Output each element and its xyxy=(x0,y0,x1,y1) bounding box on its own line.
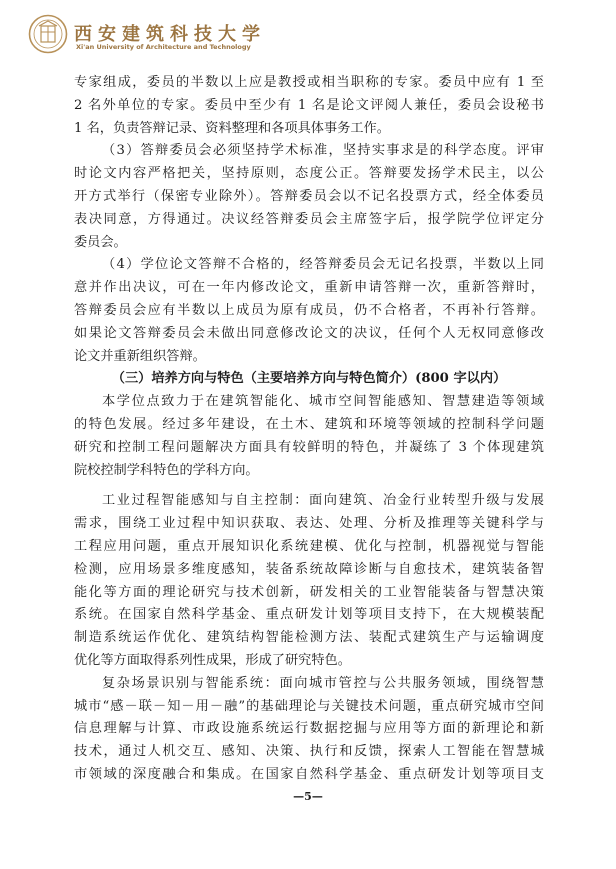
text-line: 技术，通过人机交互、感知、决策、执行和反馈，探索人工智能在智慧城 xyxy=(74,744,544,760)
university-name-cn: 西安建筑科技大学 xyxy=(74,24,266,45)
text-line: 检测，应用场景多维度感知，装备系统故障诊断与自愈技术，建筑装备智 xyxy=(74,561,544,577)
paragraph-intro xyxy=(74,391,544,482)
text-line: 信息理解与计算、市政设施系统运行数据挖掘与应用等方面的新理论和新 xyxy=(74,721,544,737)
text-line: 研究和控制工程问题解决方面具有较鲜明的特色，并凝练了 3 个体现建筑 xyxy=(74,439,544,455)
paragraph-complex-scene xyxy=(74,673,544,787)
text-line: （4）学位论文答辩不合格的，经答辩委员会无记名投票，半数以上同 xyxy=(102,257,544,273)
text-line: 优化等方面取得系列性成果，形成了研究特色。 xyxy=(74,652,351,668)
section-heading: （三）培养方向与特色（主要培养方向与特色简介）(800 字以内） xyxy=(111,371,507,387)
text-line: 委员会。 xyxy=(74,234,127,250)
text-line: 如果论文答辩委员会未做出同意修改论文的决议，任何个人无权同意修改 xyxy=(74,325,544,341)
text-line: 表决同意，方得通过。决议经答辩委员会主席签字后，报学院学位评定分 xyxy=(74,211,544,227)
paragraph-item-4 xyxy=(74,254,544,368)
paragraph-committee-composition xyxy=(74,72,544,140)
university-name-en: Xi'an University of Architecture and Technology xyxy=(76,43,251,51)
document-body xyxy=(74,72,544,787)
text-line: 工程应用问题，重点开展知识化系统建模、优化与控制，机器视觉与智能 xyxy=(74,538,544,554)
page-number: —5— xyxy=(293,790,323,803)
text-line: （3）答辩委员会必须坚持学术标准，坚持实事求是的科学态度。评审 xyxy=(102,143,544,159)
text-line: 开方式举行（保密专业除外）。答辩委员会以不记名投票方式，经全体委员 xyxy=(74,188,544,204)
text-line: 的特色发展。经过多年建设，在土木、建筑和环境等领域的控制科学问题 xyxy=(74,416,544,432)
text-line: 答辩委员会应有半数以上成员为原有成员，仍不合格者，不再补行答辩。 xyxy=(74,302,544,318)
text-line: 市领域的深度融合和集成。在国家自然科学基金、重点研发计划等项目支 xyxy=(74,766,544,782)
text-line: 工业过程智能感知与自主控制：面向建筑、冶金行业转型升级与发展 xyxy=(102,493,544,509)
text-line: 2 名外单位的专家。委员中至少有 1 名是论文评阅人兼任，委员会设秘书 xyxy=(74,97,544,113)
text-line: 城市“感－联－知－用－融”的基础理论与关键技术问题，重点研究城市空间 xyxy=(74,698,544,714)
text-line: 意并作出决议，可在一年内修改论文，重新申请答辩一次，重新答辩时， xyxy=(74,280,544,296)
text-line: 1 名，负责答辩记录、资料整理和各项具体事务工作。 xyxy=(74,120,390,136)
text-line: 复杂场景识别与智能系统：面向城市管控与公共服务领域，围绕智慧 xyxy=(102,675,544,691)
text-line: 需求，围绕工业过程中知识获取、表达、处理、分析及推理等关键科学与 xyxy=(74,516,544,532)
university-seal-icon xyxy=(28,14,68,54)
text-line: 能化等方面的理论研究与技术创新，研发相关的工业智能装备与智慧决策 xyxy=(74,584,544,600)
text-line: 论文并重新组织答辩。 xyxy=(74,348,206,364)
text-line: 时论文内容严格把关，坚持原则，态度公正。答辩要发扬学术民主，以公 xyxy=(74,166,544,182)
text-line: 院校控制学科特色的学科方向。 xyxy=(74,462,259,478)
text-line: 系统。在国家自然科学基金、重点研发计划等项目支持下，在大规模装配 xyxy=(74,607,544,623)
paragraph-item-3 xyxy=(74,140,544,254)
page-header xyxy=(28,14,288,58)
text-line: 专家组成，委员的半数以上应是教授或相当职称的专家。委员中应有 1 至 xyxy=(74,75,544,90)
paragraph-industrial-process xyxy=(74,490,544,672)
text-line: 制造系统运作优化、建筑结构智能检测方法、装配式建筑生产与运输调度 xyxy=(74,630,544,646)
text-line: 本学位点致力于在建筑智能化、城市空间智能感知、智慧建造等领域 xyxy=(102,394,544,410)
